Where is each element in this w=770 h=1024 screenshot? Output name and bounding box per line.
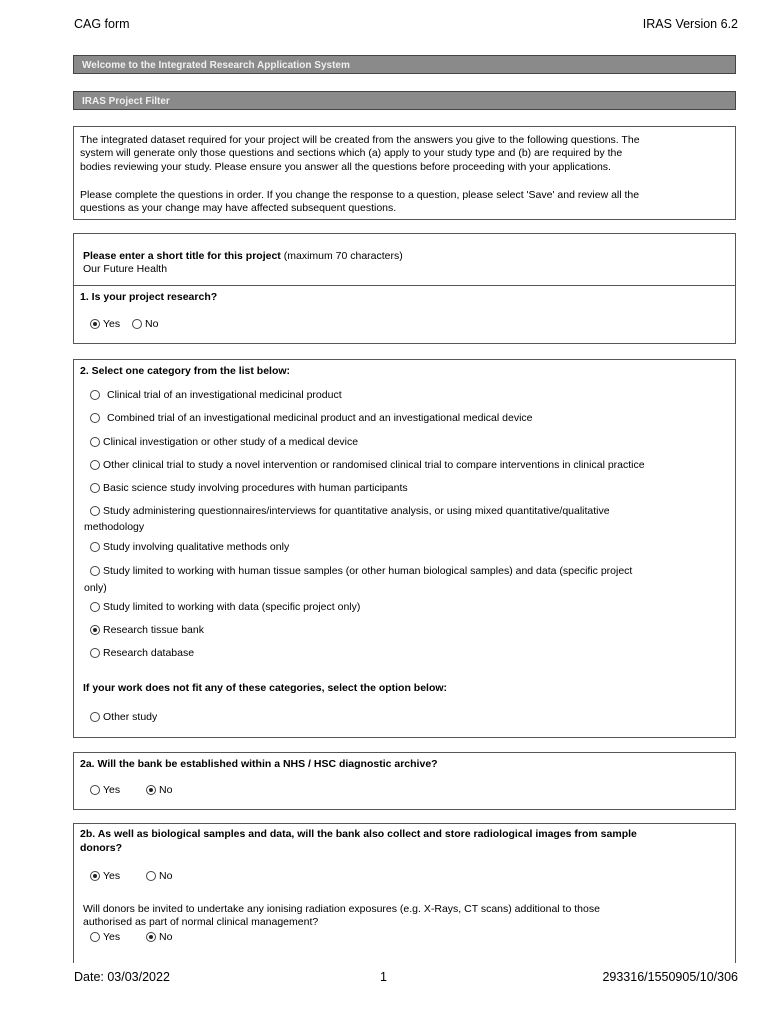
q2-option-11[interactable]	[90, 624, 204, 637]
q2b-label-2: donors?	[80, 842, 122, 854]
q2-other-option[interactable]	[90, 711, 157, 724]
q2b-yes-option[interactable]	[90, 870, 120, 883]
q2-option-10[interactable]	[90, 601, 360, 614]
q2b-no-option[interactable]	[146, 870, 172, 883]
title-hint: (maximum 70 characters)	[283, 250, 403, 262]
q1-no-label: No	[145, 318, 159, 330]
header-right: IRAS Version 6.2	[642, 17, 738, 31]
radio-checked-icon[interactable]	[90, 625, 100, 635]
q2a-label: 2a. Will the bank be established within a NHS / HSC diagnostic archive?	[80, 758, 438, 770]
q2-option-1[interactable]	[90, 412, 533, 425]
footer-page-number: 1	[380, 970, 387, 984]
intro-p1b: system will generate only those questions and sections which (a) apply to your study type and (b) are required by the	[80, 147, 623, 159]
q2-option-label: Research database	[103, 647, 195, 659]
radio-empty-icon[interactable]	[90, 542, 100, 552]
q2-option-label: Combined trial of an investigational medicinal product and an investigational medical device	[107, 412, 533, 424]
q2-option-label: Study limited to working with data (specific project only)	[103, 601, 361, 613]
project-filter-bar: IRAS Project Filter	[73, 91, 736, 110]
q2-option-label: Study involving qualitative methods only	[103, 541, 290, 553]
q2-option-5[interactable]	[90, 505, 610, 518]
q2-option-5-cont: methodology	[84, 521, 145, 533]
q2-option-2[interactable]	[90, 436, 358, 449]
q2b-box	[73, 823, 736, 963]
q2b-label-1: 2b. As well as biological samples and data, will the bank also collect and store radiological images from sample	[80, 828, 637, 840]
q2-option-label: Research tissue bank	[103, 624, 204, 636]
q2a-no-option[interactable]	[146, 784, 172, 797]
radio-empty-icon[interactable]	[90, 483, 100, 493]
radio-empty-icon[interactable]	[90, 506, 100, 516]
radio-empty-icon[interactable]	[90, 437, 100, 447]
q2b-sub-no-label: No	[159, 931, 173, 943]
q2b-sub-2: authorised as part of normal clinical management?	[83, 916, 319, 928]
q2-option-0[interactable]	[90, 389, 342, 402]
divider	[73, 285, 736, 286]
radio-empty-icon[interactable]	[90, 566, 100, 576]
q1-label: 1. Is your project research?	[80, 291, 218, 303]
q2b-no-label: No	[159, 870, 173, 882]
q2-option-7[interactable]	[90, 541, 289, 554]
q2a-yes-label: Yes	[103, 784, 121, 796]
radio-checked-icon[interactable]	[146, 785, 156, 795]
q2b-sub-no-option[interactable]	[146, 931, 172, 944]
q2-option-4[interactable]	[90, 482, 408, 495]
intro-p1a: The integrated dataset required for your project will be created from the answers you give to the following questions. The	[80, 134, 640, 146]
q2b-sub-1: Will donors be invited to undertake any ionising radiation exposures (e.g. X-Rays, CT scans) additional to those	[83, 903, 600, 915]
q2a-no-label: No	[159, 784, 173, 796]
footer-reference: 293316/1550905/10/306	[602, 970, 738, 984]
q2-option-label: Clinical trial of an investigational medicinal product	[107, 389, 342, 401]
q1-yes-option[interactable]	[90, 318, 120, 331]
footer-date: Date: 03/03/2022	[74, 970, 170, 984]
title-question	[83, 250, 403, 263]
q2a-yes-option[interactable]	[90, 784, 120, 797]
q2-option-label: Basic science study involving procedures with human participants	[103, 482, 408, 494]
q2-option-label: Study limited to working with human tissue samples (or other human biological samples) and data (specific project	[103, 565, 633, 577]
intro-p2a: Please complete the questions in order. If you change the response to a question, please select 'Save' and review all the	[80, 189, 640, 201]
q2-option-label: Clinical investigation or other study of a medical device	[103, 436, 359, 448]
radio-empty-icon[interactable]	[146, 871, 156, 881]
q2-option-8-cont: only)	[84, 582, 107, 594]
q2b-sub-yes-option[interactable]	[90, 931, 120, 944]
q1-yes-label: Yes	[103, 318, 121, 330]
radio-empty-icon[interactable]	[90, 460, 100, 470]
radio-checked-icon[interactable]	[90, 871, 100, 881]
radio-empty-icon[interactable]	[90, 602, 100, 612]
q2-option-label: Other clinical trial to study a novel intervention or randomised clinical trial to compare interventions in clinical practice	[103, 459, 645, 471]
header-left: CAG form	[74, 17, 130, 31]
title-value[interactable]: Our Future Health	[83, 263, 168, 275]
q1-no-option[interactable]	[132, 318, 158, 331]
q2-option-label: Study administering questionnaires/interviews for quantitative analysis, or using mixed quantitative/qualitative	[103, 505, 610, 517]
q2b-yes-label: Yes	[103, 870, 121, 882]
radio-empty-icon[interactable]	[90, 785, 100, 795]
q2-option-12[interactable]	[90, 647, 194, 660]
radio-empty-icon[interactable]	[132, 319, 142, 329]
radio-empty-icon[interactable]	[90, 390, 100, 400]
intro-p1c: bodies reviewing your study. Please ensure you answer all the questions before proceeding with your applications.	[80, 161, 611, 173]
radio-empty-icon[interactable]	[90, 648, 100, 658]
radio-empty-icon[interactable]	[90, 712, 100, 722]
radio-checked-icon[interactable]	[90, 319, 100, 329]
radio-empty-icon[interactable]	[90, 932, 100, 942]
q2b-sub-yes-label: Yes	[103, 931, 121, 943]
radio-checked-icon[interactable]	[146, 932, 156, 942]
radio-empty-icon[interactable]	[90, 413, 100, 423]
intro-p2b: questions as your change may have affected subsequent questions.	[80, 202, 397, 214]
q2-option-8[interactable]	[90, 565, 632, 578]
q2-option-3[interactable]	[90, 459, 645, 472]
title-label: Please enter a short title for this project	[83, 250, 281, 262]
q2-other-prompt: If your work does not fit any of these categories, select the option below:	[83, 682, 448, 694]
welcome-bar: Welcome to the Integrated Research Application System	[73, 55, 736, 74]
q2-label: 2. Select one category from the list below:	[80, 365, 291, 377]
q2-other-label: Other study	[103, 711, 158, 723]
